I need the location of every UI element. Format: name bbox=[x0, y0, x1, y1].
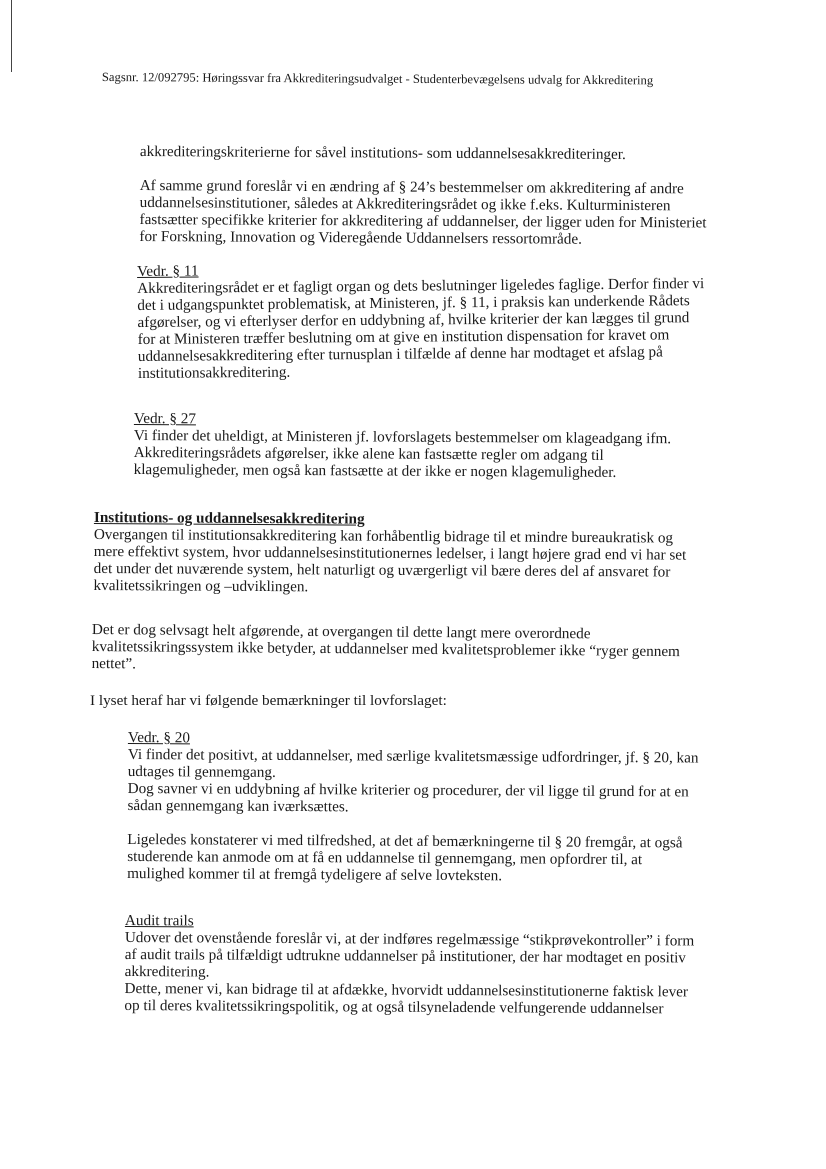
intro-paragraph: akkrediteringskriterierne for såvel institutions- som uddannelsesakkrediteringer. bbox=[139, 143, 626, 163]
text-line: afgørelser, og vi efterlyser derfor en uddybning af, hvilke kriterier der kan lægges til grund bbox=[137, 309, 690, 331]
intro-block bbox=[139, 143, 760, 249]
text-line: mulighed kommer til at fremgå tydeligere af selve lovteksten. bbox=[127, 864, 503, 885]
text-line: akkreditering. bbox=[124, 962, 210, 981]
text-line: uddannelsesakkreditering efter turnusplan i tilfælde af denne har modtaget et afslag på bbox=[137, 343, 663, 365]
text-line: udtages til gennemgang. bbox=[127, 762, 276, 781]
text-line: det i udgangspunktet problematisk, at Ministeren, jf. § 11, i praksis kan underkende Rådets bbox=[137, 292, 690, 314]
text-line: Akkrediteringsrådets afgørelser, ikke alene kan fastsætte regler om adgang til bbox=[133, 443, 604, 464]
section-heading: Audit trails bbox=[124, 912, 194, 930]
text-line: Udover det ovenstående foreslår vi, at der indføres regelmæssige “stikprøvekontroller” i form bbox=[124, 928, 695, 950]
text-line: fastsætter specifikke kriterier for akkreditering af uddannelser, der ligger uden for Ministeriet bbox=[139, 210, 707, 232]
institution-paragraph-3 bbox=[90, 692, 610, 709]
institution-paragraph-2 bbox=[92, 621, 732, 678]
text-line: Akkrediteringsrådet er et fagligt organ og dets beslutninger ligeledes faglige. Derfor finder vi bbox=[137, 275, 705, 297]
text-line: Ligeledes konstaterer vi med tilfredshed, at det af bemærkningerne til § 20 fremgår, at også bbox=[127, 830, 683, 852]
section-heading: Vedr. § 11 bbox=[137, 262, 199, 280]
text-line: Af samme grund foreslår vi en ændring af § 24’s bestemmelser om akkreditering af andre bbox=[139, 176, 684, 198]
text-line: Vi finder det uheldigt, at Ministeren jf. lovforslagets bestemmelser om klageadgang ifm. bbox=[133, 426, 672, 448]
institution-section bbox=[93, 509, 754, 598]
text-line: nettet”. bbox=[91, 654, 136, 673]
text-line: kvalitetssikringen og –udviklingen. bbox=[93, 576, 309, 596]
text-line: sådan gennemgang kan iværksættes. bbox=[127, 796, 349, 816]
audit-trails-section bbox=[124, 912, 745, 1018]
text-line: uddannelsesinstitutioner, således at Akkrediteringsrådet og ikke f.eks. Kulturministeren bbox=[139, 193, 671, 215]
section-heading: Vedr. § 27 bbox=[133, 410, 197, 428]
text-line: for at Ministeren træffer beslutning om at give en institution dispensation for kravet om bbox=[137, 326, 670, 348]
section-heading: Vedr. § 20 bbox=[127, 729, 191, 747]
text-line: op til deres kvalitetssikringspolitik, og at også tilsyneladende velfungerende uddannelser bbox=[124, 996, 664, 1018]
text-line: Det er dog selvsagt helt afgørende, at overgangen til dette langt mere overordnede bbox=[91, 621, 591, 643]
section-27 bbox=[134, 410, 754, 482]
text-line: klagemuligheder, men også kan fastsætte at der ikke er nogen klagemuligheder. bbox=[133, 460, 617, 481]
text-line: for Forskning, Innovation og Videregående Uddannelsers ressortområde. bbox=[139, 227, 582, 248]
text-line: I lyset heraf har vi følgende bemærkninger til lovforslaget: bbox=[90, 692, 447, 709]
text-line: Dog savner vi en uddybning af hvilke kriterier og procedurer, der vil ligge til grund for at en bbox=[127, 779, 689, 801]
text-line: studerende kan anmode om at få en uddannelse til gennemgang, men opfordrer til, at bbox=[127, 847, 643, 869]
text-line: institutionsakkreditering. bbox=[137, 363, 291, 382]
text-line: af audit trails på tilfældigt udtrukne uddannelser på institutioner, der har modtaget en positiv bbox=[124, 945, 686, 967]
section-heading: Institutions- og uddannelsesakkreditering bbox=[93, 509, 365, 528]
text-line: Overgangen til institutionsakkreditering kan forhåbentlig bidrage til et mindre bureaukratisk og bbox=[93, 525, 674, 547]
scan-edge-mark bbox=[11, 0, 12, 72]
text-line: Dette, mener vi, kan bidrage til at afdække, hvorvidt uddannelsesinstitutionerne faktisk lever bbox=[124, 979, 689, 1001]
document-header: Sagsnr. 12/092795: Høringssvar fra Akkrediteringsudvalget - Studenterbevægelsens udvalg for Akkreditering bbox=[101, 70, 654, 88]
text-line: kvalitetssikringssystem ikke betyder, at uddannelser med kvalitetsproblemer ikke “ryger gennem bbox=[91, 637, 681, 661]
text-line: mere effektivt system, hvor uddannelsesinstitutionernes ledelser, i langt højere grad end vi har set bbox=[93, 542, 687, 564]
amendment-paragraph bbox=[139, 177, 759, 249]
text-line: det under det nuværende system, helt naturligt og uværgerligt vil bære deres del af ansvaret for bbox=[93, 559, 671, 581]
section-20 bbox=[127, 729, 748, 886]
text-line: Vi finder det positivt, at uddannelser, med særlige kvalitetsmæssige udfordringer, jf. § 20, kan bbox=[127, 745, 699, 767]
section-11 bbox=[137, 258, 758, 382]
